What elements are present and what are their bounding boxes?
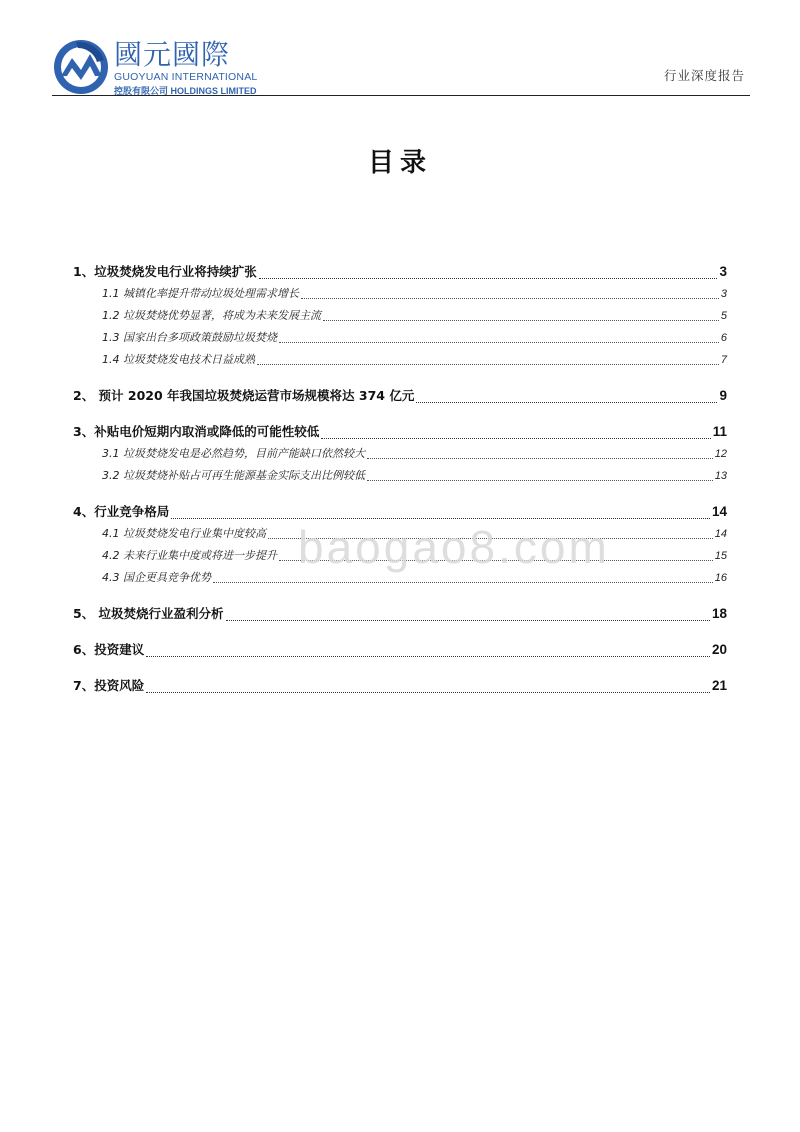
logo-chinese-name: 國元國際 [114,38,231,71]
toc-entry-label: 7、投资风险 [73,678,145,693]
page-header [0,0,800,100]
toc-dot-leader [367,458,713,459]
header-divider [52,95,750,96]
toc-dot-leader [367,480,713,481]
toc-page-number: 18 [711,606,727,621]
toc-section-entry[interactable] [73,305,727,327]
toc-entry-label: 1、垃圾焚烧发电行业将持续扩张 [73,264,257,279]
toc-chapter-entry[interactable] [73,493,727,523]
logo-english-subname: 控股有限公司 HOLDINGS LIMITED [114,86,257,96]
toc-page-number: 13 [714,470,727,482]
toc-dot-leader [321,438,711,439]
guoyuan-logo-icon [52,38,110,96]
page-title: 目录 [367,148,432,178]
toc-section-entry[interactable] [73,327,727,349]
toc-page-number: 5 [720,310,727,322]
toc-dot-leader [323,320,719,321]
toc-entry-label: 1.4 垃圾焚烧发电技术日益成熟 [102,353,255,366]
toc-page-number: 6 [720,332,727,344]
toc-page-number: 21 [711,678,727,693]
toc-entry-label: 3.2 垃圾焚烧补贴占可再生能源基金实际支出比例较低 [102,469,365,482]
toc-chapter-entry[interactable] [73,413,727,443]
toc-entry-label: 3.1 垃圾焚烧发电是必然趋势，目前产能缺口依然较大 [102,447,365,460]
toc-section-entry[interactable] [73,465,727,487]
toc-entry-label: 2、 预计 2020 年我国垃圾焚烧运营市场规模将达 374 亿元 [73,388,415,403]
toc-page-number: 15 [714,550,727,562]
toc-entry-label: 4.3 国企更具竞争优势 [102,571,211,584]
toc-dot-leader [279,342,719,343]
toc-page-number: 11 [712,424,727,439]
toc-dot-leader [146,692,710,693]
toc-entry-label: 1.3 国家出台多项政策鼓励垃圾焚烧 [102,331,277,344]
toc-page-number: 12 [714,448,727,460]
toc-page-number: 20 [711,642,727,657]
toc-page-number: 9 [719,388,727,403]
toc-section-entry[interactable] [73,567,727,589]
toc-entry-label: 1.2 垃圾焚烧优势显著，将成为未来发展主流 [102,309,321,322]
toc-entry-label: 4.1 垃圾焚烧发电行业集中度较高 [102,527,266,540]
toc-entry-label: 6、投资建议 [73,642,145,657]
toc-dot-leader [171,518,710,519]
toc-dot-leader [259,278,718,279]
table-of-contents [73,253,727,697]
toc-entry-label: 4.2 未来行业集中度或将进一步提升 [102,549,277,562]
logo-english-name: GUOYUAN INTERNATIONAL [114,71,258,83]
toc-dot-leader [226,620,710,621]
toc-page-number: 14 [714,528,727,540]
toc-section-entry[interactable] [73,443,727,465]
toc-chapter-entry[interactable] [73,667,727,697]
toc-section-entry[interactable] [73,523,727,545]
toc-entry-label: 1.1 城镇化率提升带动垃圾处理需求增长 [102,287,299,300]
toc-dot-leader [213,582,713,583]
toc-page-number: 16 [714,572,727,584]
toc-entry-label: 5、 垃圾焚烧行业盈利分析 [73,606,224,621]
toc-dot-leader [279,560,713,561]
toc-dot-leader [257,364,719,365]
toc-dot-leader [416,402,717,403]
toc-section-entry[interactable] [73,545,727,567]
toc-chapter-entry[interactable] [73,595,727,625]
toc-page-number: 14 [711,504,727,519]
toc-page-number: 3 [720,288,727,300]
report-type-label: 行业深度报告 [663,68,745,83]
toc-dot-leader [268,538,713,539]
toc-entry-label: 4、行业竞争格局 [73,504,170,519]
toc-section-entry[interactable] [73,283,727,305]
toc-chapter-entry[interactable] [73,631,727,661]
toc-section-entry[interactable] [73,349,727,371]
toc-entry-label: 3、补贴电价短期内取消或降低的可能性较低 [73,424,320,439]
toc-page-number: 3 [719,264,727,279]
toc-page-number: 7 [720,354,727,366]
toc-dot-leader [301,298,719,299]
toc-dot-leader [146,656,710,657]
watermark: baogao8.com [298,521,610,573]
toc-chapter-entry[interactable] [73,377,727,407]
toc-chapter-entry[interactable] [73,253,727,283]
